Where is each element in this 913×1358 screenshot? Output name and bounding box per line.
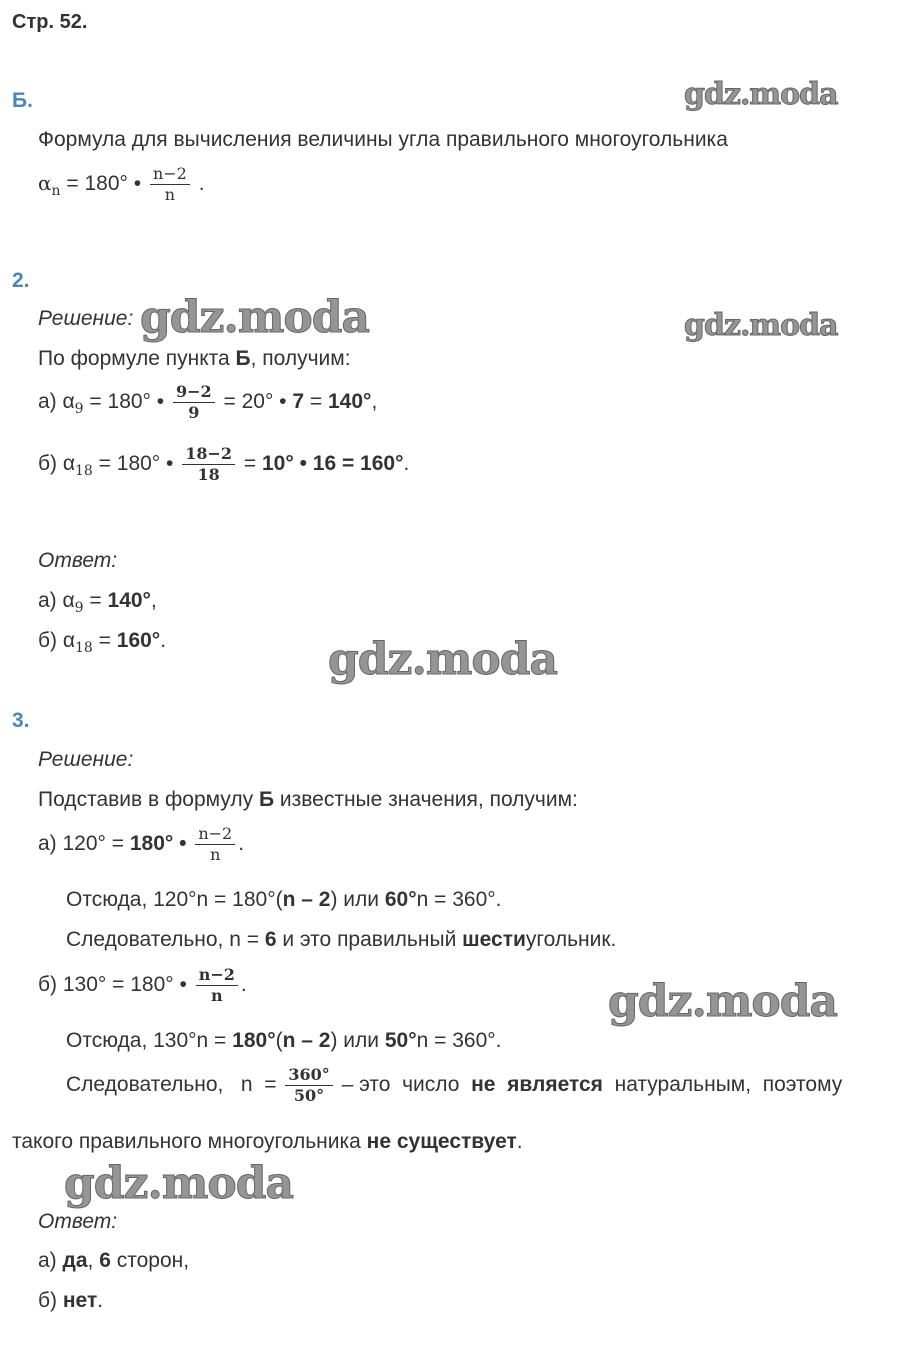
section-label-3: 3. — [12, 709, 30, 732]
section-label-b: Б. — [12, 89, 33, 112]
solution-line-b: б) $\alpha_{18} = 180^\circ$ • $\frac{18-2}{18}$ = 10° • 16 = 160°. — [38, 444, 410, 484]
watermark: gdz.moda — [140, 292, 370, 343]
watermark: gdz.moda — [684, 308, 838, 343]
therefore-b: Следовательно, n = $\frac{360^\circ}{50^\circ}$ – это число не является натуральным, поэтому — [66, 1065, 843, 1105]
formula-title: Формула для вычисления величины угла правильного многоугольника — [38, 128, 728, 151]
formula-fraction — [150, 166, 190, 203]
formula-numerator: n−2 — [150, 166, 190, 185]
answer-b: б) нет. — [38, 1289, 104, 1312]
fraction: $\frac{9-2}{9}$ — [173, 384, 215, 421]
solution-line-a: а) 120° = 180° • $\frac{n-2}{n}$ . — [38, 824, 245, 864]
answer-b: б) $\alpha_{18} = 160^\circ$. — [38, 629, 167, 656]
solution-intro: Подставив в формулу Б известные значения, получим: — [38, 788, 578, 811]
watermark: gdz.moda — [328, 634, 558, 685]
solution-line-a: а) $\alpha_9 = 180^\circ$ • $\frac{9-2}{9}$ = 20° • 7 = 140°, — [38, 382, 378, 422]
section-label-2: 2. — [12, 269, 30, 292]
watermark: gdz.moda — [684, 77, 838, 112]
formula-denominator: n — [164, 185, 176, 204]
answer-a: а) $\alpha_9 = 140^\circ$, — [38, 589, 157, 616]
answer-label: Ответ: — [38, 549, 118, 572]
therefore-b-continued: такого правильного многоугольника не существует. — [12, 1130, 523, 1153]
watermark: gdz.moda — [64, 1158, 294, 1209]
fraction: $\frac{n-2}{n}$ — [195, 826, 235, 863]
solution-label: Решение: — [38, 307, 134, 330]
solution-line-b: б) 130° = 180° • $\frac{n-2}{n}$ . — [38, 965, 247, 1005]
therefore-a: Следовательно, n = 6 и это правильный шестиугольник. — [66, 928, 617, 951]
hence-b: Отсюда, 130°n = 180°(n – 2) или 50°n = 360°. — [66, 1029, 502, 1052]
hence-a: Отсюда, 120°n = 180°(n – 2) или 60°n = 360°. — [66, 888, 502, 911]
solution-intro: По формуле пункта Б, получим: — [38, 347, 351, 370]
formula-eq: = 180° • — [66, 172, 142, 196]
answer-a: а) да, 6 сторон, — [38, 1249, 190, 1272]
watermark: gdz.moda — [608, 976, 838, 1027]
answer-label: Ответ: — [38, 1210, 118, 1233]
solution-label: Решение: — [38, 748, 134, 771]
angle-formula: $\alpha_n = 180^\circ$ • $\frac{n-2}{n}$ . — [38, 164, 205, 204]
fraction: $\frac{n-2}{n}$ — [196, 967, 238, 1004]
page-title: Стр. 52. — [12, 11, 88, 33]
fraction: $\frac{18-2}{18}$ — [182, 446, 235, 483]
fraction: $\frac{360^\circ}{50^\circ}$ — [285, 1067, 332, 1104]
